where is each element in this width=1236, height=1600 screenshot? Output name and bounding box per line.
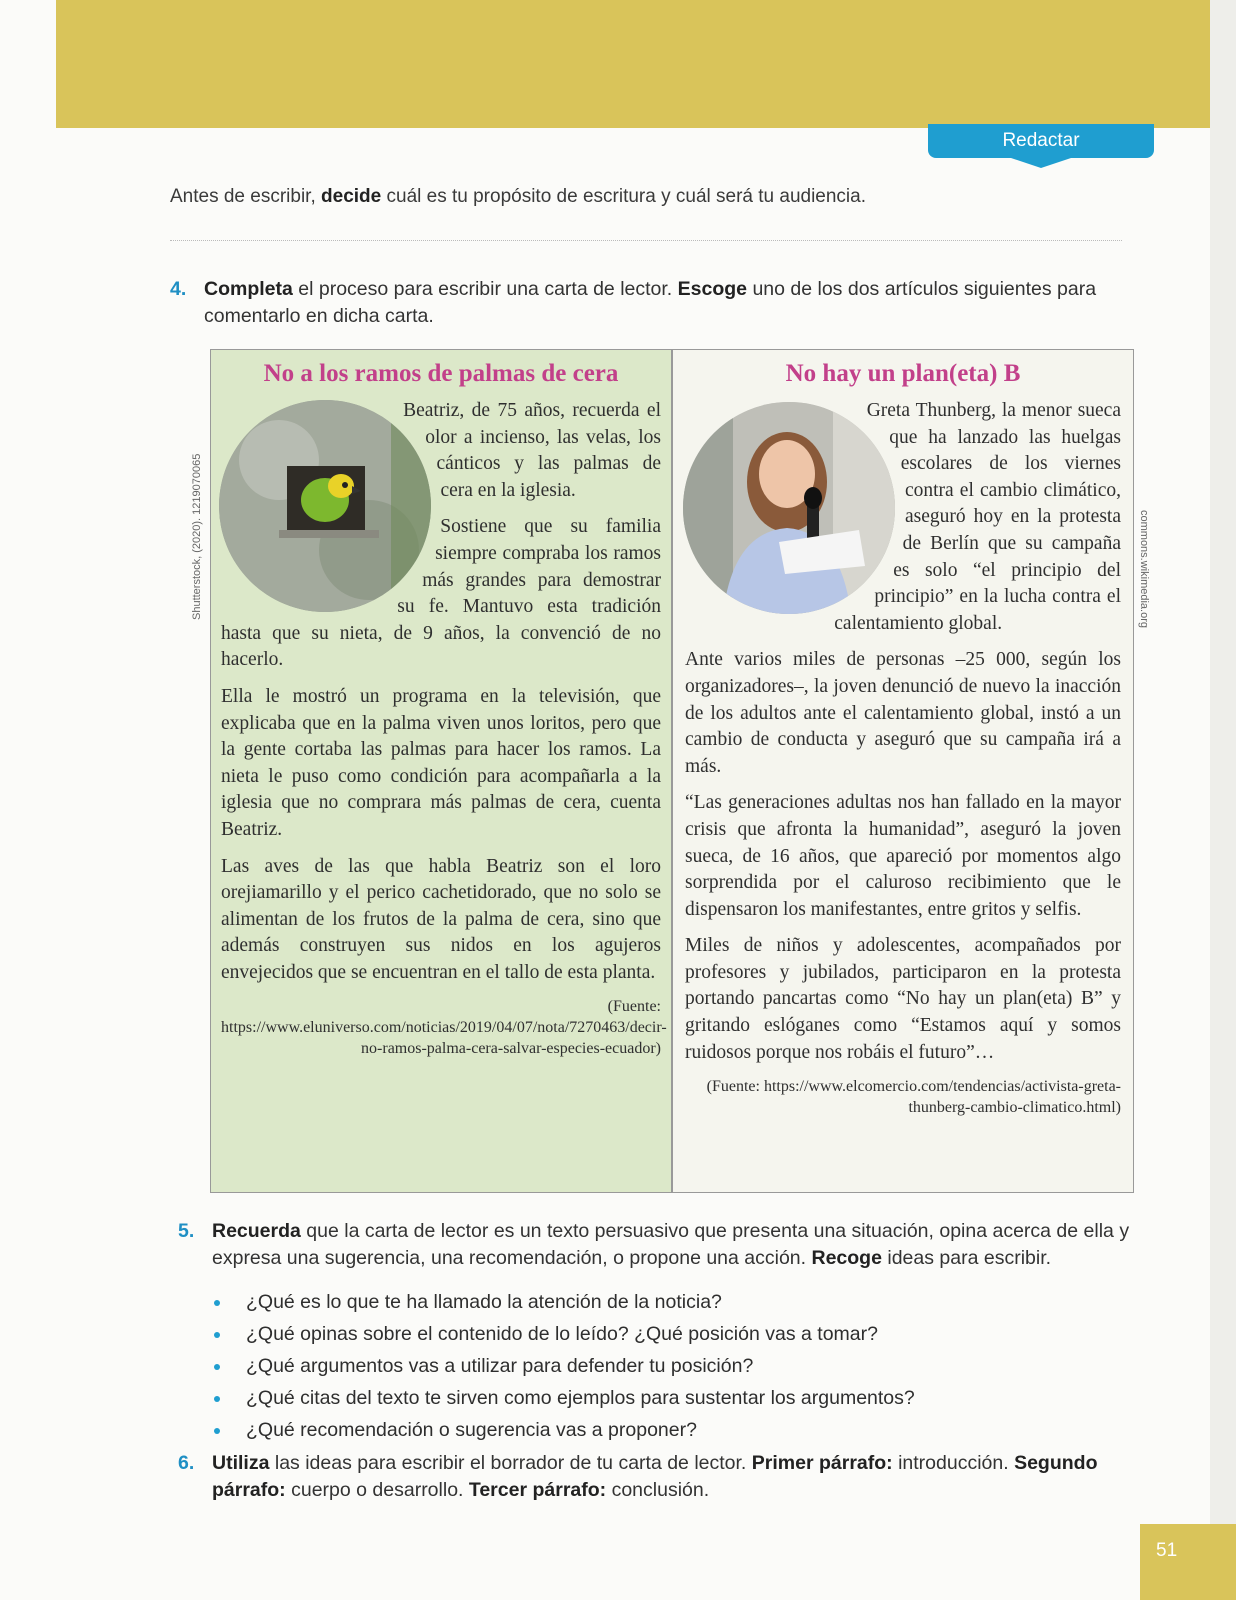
article-paragraph: Miles de niños y adolescentes, acompañados por profesores y jubilados, participaron en la protesta portando pancartas como “No hay un plan(eta) B” y gritando eslóganes como “Estamos aquí y somos ruidosos porque nos robáis el futuro”… [685,935,1121,1063]
activity-4: 4. Completa el proceso para escribir una carta de lector. Escoge uno de los dos artículos siguientes para comentarlo en dicha carta. [170,278,1097,327]
article-title: No a los ramos de palmas de cera [263,360,619,387]
article-title: No hay un plan(eta) B [785,360,1021,387]
dotted-divider [170,240,1122,241]
page-edge [1210,0,1236,1600]
article-paragraph: Sostiene que su familia siempre compraba los ramos más grandes para demostrar su fe. Mantuvo esta tradición hasta que su nieta, de 9 años, la convenció de no hacerlo. [221,516,661,671]
photo-credit: commons.wikimedia.org [1138,510,1150,628]
question-list [210,1290,915,1450]
header-band [56,0,1236,128]
article-source: (Fuente: https://www.eluniverso.com/noticias/2019/04/07/nota/7270463/decir-no-ramos-palma-cera-salvar-especies-ecuador) [221,998,667,1058]
bullet-icon [214,1428,220,1434]
list-item: ¿Qué recomendación o sugerencia vas a proponer? [210,1418,915,1442]
activity-6: 6. Utiliza las ideas para escribir el borrador de tu carta de lector. Primer párrafo: introducción. Segundo párrafo: cuerpo o desarrollo. Tercer párrafo: conclusión. [178,1452,1098,1501]
activity-5: 5. Recuerda que la carta de lector es un texto persuasivo que presenta una situación, opina acerca de ella y expresa una sugerencia, una recomendación, o propone una acción. Recoge ideas para escribir. [178,1220,1130,1269]
article-paragraph: Ella le mostró un programa en la televisión, que explicaba que en la palma viven unos loritos, pero que la gente cortaba las palmas para hacer los ramos. La nieta le puso como condición para acompañarla a la iglesia que no comprara más palmas de cera, cuenta Beatriz. [221,685,661,840]
article-left [210,349,672,1193]
photo-credit: Shutterstock, (2020). 1219070065 [191,453,203,620]
greta-photo-icon [683,402,895,614]
bullet-icon [214,1396,220,1402]
activity-number: 5. [178,1220,195,1242]
list-item: ¿Qué citas del texto te sirven como ejemplos para sustentar los argumentos? [210,1386,915,1410]
list-item: ¿Qué opinas sobre el contenido de lo leído? ¿Qué posición vas a tomar? [210,1322,915,1346]
parrot-photo-icon [219,400,431,612]
article-source: (Fuente: https://www.elcomercio.com/tendencias/activista-greta-thunberg-cambio-climatico.html) [706,1078,1121,1117]
article-paragraph: Beatriz, de 75 años, recuerda el olor a incienso, las velas, los cánticos y las palmas de cera en la iglesia. [403,400,661,501]
activity-number: 4. [170,278,187,300]
page-number: 51 [1140,1524,1236,1600]
bullet-icon [214,1332,220,1338]
article-paragraph: Ante varios miles de personas –25 000, según los organizadores–, la joven denunció de nuevo la inacción de los adultos ante el calentamiento global, instó a un cambio de conducta y aseguró que su campaña irá a más. [685,649,1121,777]
list-item: ¿Qué argumentos vas a utilizar para defender tu posición? [210,1354,915,1378]
article-paragraph: “Las generaciones adultas nos han fallado en la mayor crisis que afronta la humanidad”, aseguró la joven sueca, de 16 años, que apareció por momentos algo sorprendida por el caluroso recibimiento que le dispensaron los manifestantes, entre gritos y selfis. [685,792,1121,920]
list-item: ¿Qué es lo que te ha llamado la atención de la noticia? [210,1290,915,1314]
article-paragraph: Las aves de las que habla Beatriz son el loro orejiamarillo y el perico cachetidorado, que no solo se alimentan de los frutos de la palma de cera, sino que además construyen sus nidos en los agujeros envejecidos que se encuentran en el tallo de esta planta. [221,855,661,983]
activity-number: 6. [178,1452,195,1474]
bullet-icon [214,1300,220,1306]
bullet-icon [214,1364,220,1370]
article-paragraph: Greta Thunberg, la menor sueca que ha lanzado las huelgas escolares de los viernes contra el cambio climático, aseguró hoy en la protesta de Berlín que su campaña es solo “el principio del principio” en la lucha contra el calentamiento global. [834,400,1121,634]
intro-instruction: Antes de escribir, decide cuál es tu propósito de escritura y cuál será tu audiencia. [170,186,867,207]
section-tab: Redactar [928,124,1154,158]
article-right [672,349,1134,1193]
